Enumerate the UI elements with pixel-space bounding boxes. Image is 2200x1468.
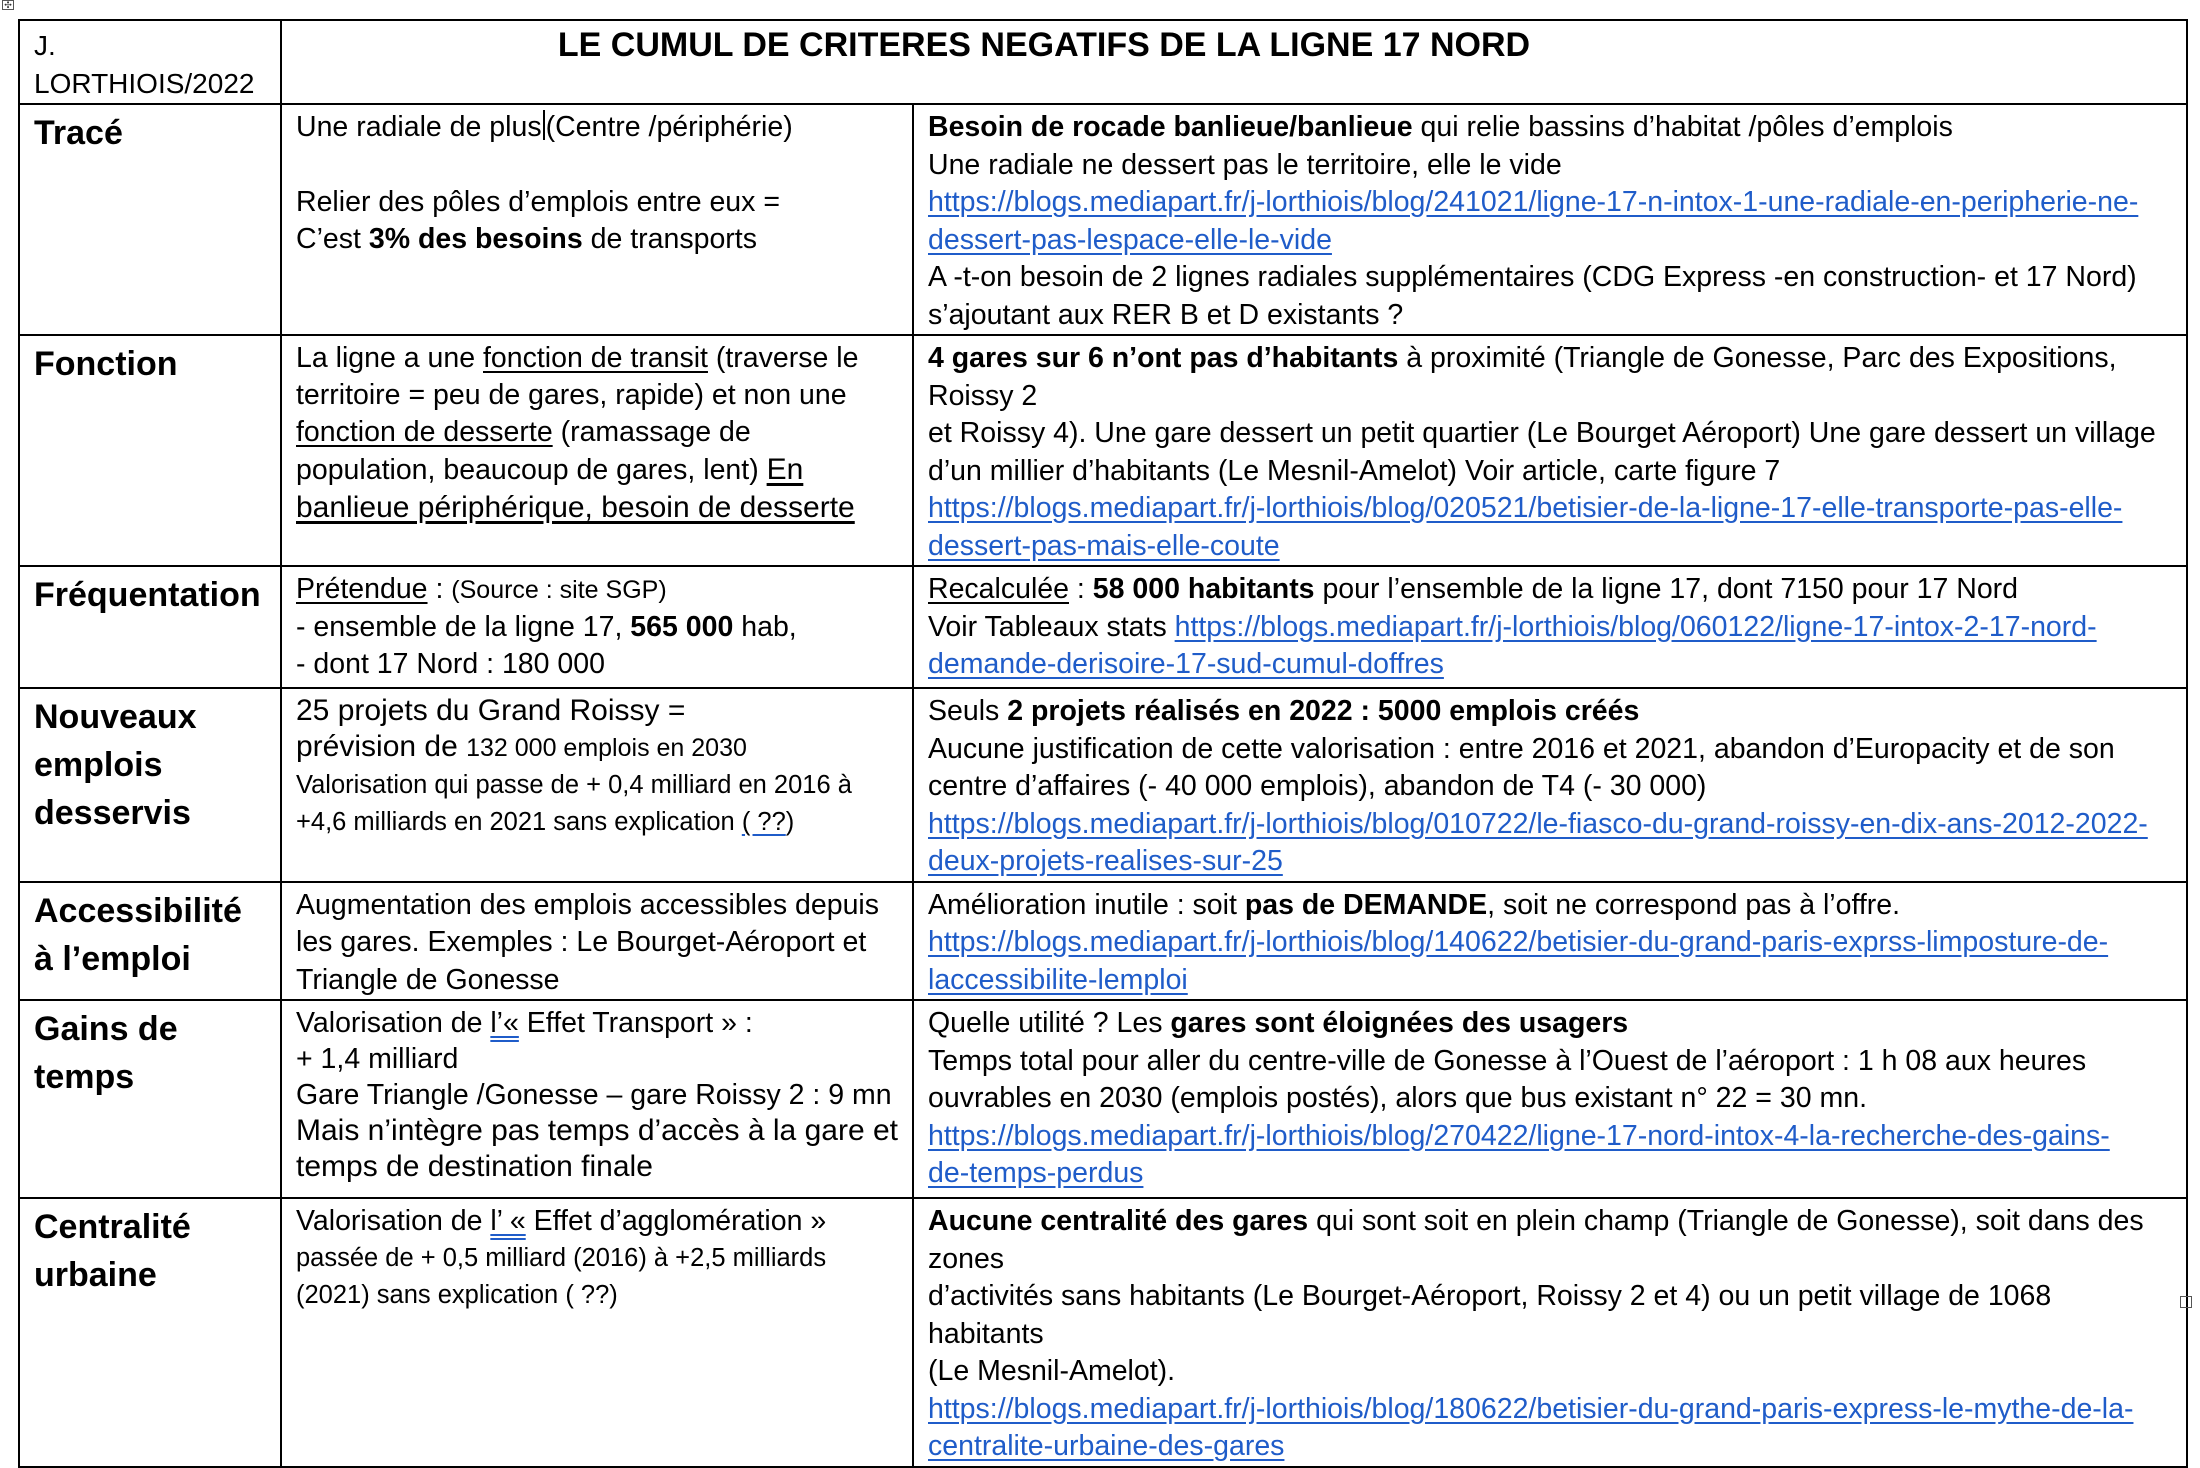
text: Valorisation de xyxy=(296,1205,491,1237)
article-link[interactable]: https://blogs.mediapart.fr/j-lorthiois/blog/241021/ligne-17-n-intox-1-une-radiale-en-peripherie-ne- xyxy=(928,186,2139,218)
text: (traverse le territoire = peu de gares, rapide) et non une xyxy=(296,342,859,411)
text: Mais n’intègre pas temps d’accès à la gare et xyxy=(296,1114,898,1147)
text: : xyxy=(1069,573,1093,605)
right-cell xyxy=(913,1000,2187,1198)
mid-cell xyxy=(281,1000,913,1198)
text: s’ajoutant aux RER B et D existants ? xyxy=(928,298,1404,331)
text: passée de + 0,5 milliard (2016) à +2,5 milliards xyxy=(296,1244,827,1272)
mid-cell xyxy=(281,1198,913,1467)
bold-text: 3% des besoins xyxy=(368,223,583,255)
text: - dont 17 Nord : 180 000 xyxy=(296,648,605,680)
text: Amélioration inutile : soit xyxy=(928,888,1245,921)
article-link[interactable]: https://blogs.mediapart.fr/j-lorthiois/blog/060122/ligne-17-intox-2-17-nord- xyxy=(1174,610,2097,643)
text: Temps total pour aller du centre-ville de Gonesse à l’Ouest de l’aéroport : 1 h 08 aux heures xyxy=(928,1044,2087,1077)
right-cell xyxy=(913,1198,2187,1467)
text: Augmentation des emplois accessibles depuis xyxy=(296,888,879,921)
right-cell xyxy=(913,104,2187,335)
text: qui sont soit en plein champ (Triangle de Gonesse), soit dans des zones xyxy=(928,1205,2144,1275)
table-row xyxy=(19,688,2187,882)
text: Valorisation qui passe de + 0,4 milliard en 2016 à xyxy=(296,771,852,799)
table-row xyxy=(19,1000,2187,1198)
mid-cell xyxy=(281,566,913,688)
text: C’est xyxy=(296,223,369,255)
title-cell xyxy=(281,20,2187,104)
row-label: Centralité urbaine xyxy=(19,1198,281,1467)
right-cell xyxy=(913,688,2187,882)
underlined-text: ( ?? xyxy=(741,808,786,836)
text: + 1,4 milliard xyxy=(296,1043,459,1075)
article-link[interactable]: demande-derisoire-17-sud-cumul-doffres xyxy=(928,648,1444,680)
text: - ensemble de la ligne 17, xyxy=(296,611,631,643)
text: prévision de xyxy=(296,730,467,763)
bold-text: Besoin de rocade banlieue/banlieue xyxy=(928,111,1413,143)
text: 132 000 emplois en 2030 xyxy=(466,734,747,762)
row-label: Fréquentation xyxy=(19,566,281,688)
row-label: Accessibilité à l’emploi xyxy=(19,882,281,1001)
text: (Centre /périphérie) xyxy=(545,111,793,143)
text: Effet d’agglomération » xyxy=(525,1205,827,1237)
text: +4,6 milliards en 2021 sans explication xyxy=(296,808,742,836)
underlined-text: fonction de transit xyxy=(483,342,708,374)
row-label: Tracé xyxy=(19,104,281,335)
right-cell xyxy=(913,882,2187,1001)
bold-text: Aucune centralité des gares xyxy=(928,1205,1309,1237)
bold-text: 58 000 habitants xyxy=(1092,573,1315,605)
table-row xyxy=(19,335,2187,566)
text: d’un millier d’habitants (Le Mesnil-Amelot) Voir article, carte figure 7 xyxy=(928,454,1781,487)
text: Une radiale de plus xyxy=(296,111,542,143)
document-title: LE CUMUL DE CRITERES NEGATIFS DE LA LIGNE 17 NORD xyxy=(557,26,1531,64)
text: temps de destination finale xyxy=(296,1150,653,1183)
text: Seuls xyxy=(928,695,1008,727)
header-row xyxy=(19,20,2187,104)
article-link[interactable]: centralite-urbaine-des-gares xyxy=(928,1430,1285,1462)
mid-cell xyxy=(281,882,913,1001)
text: hab, xyxy=(733,611,797,643)
row-label: Fonction xyxy=(19,335,281,566)
row-label: Nouveaux emplois desservis xyxy=(19,688,281,882)
bold-text: gares sont éloignées des usagers xyxy=(1170,1007,1629,1039)
text: pour l’ensemble de la ligne 17, dont 7150 pour 17 Nord xyxy=(1314,573,2019,605)
text: La ligne a une xyxy=(296,342,483,374)
text: Une radiale ne dessert pas le territoire, elle le vide xyxy=(928,148,1562,181)
bold-text: pas de DEMANDE xyxy=(1244,888,1488,921)
text: Aucune justification de cette valorisation : entre 2016 et 2021, abandon d’Europacity et de son xyxy=(928,732,2115,765)
text: (ramassage de population, beaucoup de gares, lent) xyxy=(296,416,767,486)
underlined-text: fonction de desserte xyxy=(296,416,553,448)
text: centre d’affaires (- 40 000 emplois), abandon de T4 (- 30 000) xyxy=(928,770,1707,802)
mid-cell xyxy=(281,335,913,566)
bold-text: 2 projets réalisés en 2022 : 5000 emplois créés xyxy=(1007,695,1640,727)
underlined-text: Recalculée xyxy=(928,573,1069,605)
article-link[interactable]: laccessibilite-lemploi xyxy=(928,963,1188,996)
table-move-handle-icon[interactable]: ✣ xyxy=(2,0,14,10)
table-row xyxy=(19,566,2187,688)
table-row xyxy=(19,1198,2187,1467)
text: d’activités sans habitants (Le Bourget-Aéroport, Roissy 2 et 4) ou un petit village de 1068 habitants xyxy=(928,1280,2052,1350)
author-label: J. LORTHIOIS/2022 xyxy=(34,30,255,99)
text: (Le Mesnil-Amelot). xyxy=(928,1355,1176,1387)
table-row xyxy=(19,104,2187,335)
underlined-text: Prétendue xyxy=(296,573,428,605)
article-link[interactable]: https://blogs.mediapart.fr/j-lorthiois/blog/010722/le-fiasco-du-grand-roissy-en-dix-ans-2012-2022- xyxy=(928,807,2148,840)
text: Triangle de Gonesse xyxy=(296,963,560,996)
table-row xyxy=(19,882,2187,1001)
text: et Roissy 4). Une gare dessert un petit quartier (Le Bourget Aéroport) Une gare dessert un village xyxy=(928,417,2156,449)
article-link[interactable]: dessert-pas-mais-elle-coute xyxy=(928,529,1280,562)
mid-cell xyxy=(281,104,913,335)
text: (2021) sans explication ( ??) xyxy=(296,1281,618,1309)
article-link[interactable]: https://blogs.mediapart.fr/j-lorthiois/blog/020521/betisier-de-la-ligne-17-elle-transporte-pas-elle- xyxy=(928,492,2123,524)
text-cursor xyxy=(543,110,545,140)
text: , soit ne correspond pas à l’offre. xyxy=(1487,888,1901,921)
right-cell xyxy=(913,566,2187,688)
text: 25 projets du Grand Roissy = xyxy=(296,694,686,727)
author-cell xyxy=(19,20,281,104)
text: : xyxy=(427,573,452,605)
article-link[interactable]: https://blogs.mediapart.fr/j-lorthiois/blog/180622/betisier-du-grand-paris-express-le-mythe-de-la- xyxy=(928,1392,2134,1425)
text: Valorisation de xyxy=(296,1007,491,1039)
article-link[interactable]: https://blogs.mediapart.fr/j-lorthiois/blog/270422/ligne-17-nord-intox-4-la-recherche-des-gains- xyxy=(928,1119,2110,1152)
bold-text: 4 gares sur 6 n’ont pas d’habitants xyxy=(928,342,1399,374)
article-link[interactable]: dessert-pas-lespace-elle-le-vide xyxy=(928,223,1332,256)
underlined-text: l’« xyxy=(490,1007,519,1039)
text: ouvrables en 2030 (emplois postés), alors que bus existant n° 22 = 30 mn. xyxy=(928,1082,1867,1114)
text: ) xyxy=(785,808,795,836)
text: les gares. Exemples : Le Bourget-Aéroport et xyxy=(296,926,867,958)
table-resize-handle-icon[interactable] xyxy=(2180,1296,2192,1308)
text: A -t-on besoin de 2 lignes radiales supplémentaires (CDG Express -en construction- et 17 Nord) xyxy=(928,261,2137,293)
text: (Source : site SGP) xyxy=(451,576,667,604)
text: Relier des pôles d’emplois entre eux = xyxy=(296,185,780,218)
article-link[interactable]: https://blogs.mediapart.fr/j-lorthiois/blog/140622/betisier-du-grand-paris-exprss-limposture-de- xyxy=(928,926,2109,958)
text: de transports xyxy=(582,223,757,255)
article-link[interactable]: de-temps-perdus xyxy=(928,1157,1144,1189)
row-label: Gains de temps xyxy=(19,1000,281,1198)
bold-text: 565 000 xyxy=(630,611,734,643)
article-link[interactable]: deux-projets-realises-sur-25 xyxy=(928,845,1283,877)
mid-cell xyxy=(281,688,913,882)
text: Effet Transport » : xyxy=(518,1007,753,1039)
spacer xyxy=(296,147,898,184)
text: à proximité (Triangle de Gonesse, Parc des Expositions, Roissy 2 xyxy=(928,342,2117,412)
underlined-text: l’ « xyxy=(490,1205,526,1237)
text: Gare Triangle /Gonesse – gare Roissy 2 : 9 mn xyxy=(296,1079,892,1111)
text: Quelle utilité ? Les xyxy=(928,1007,1171,1039)
underlined-text: En banlieue périphérique, besoin de desserte xyxy=(296,453,855,524)
right-cell xyxy=(913,335,2187,566)
criteria-table xyxy=(18,19,2188,1468)
text: Voir Tableaux stats xyxy=(928,610,1175,643)
text: qui relie bassins d’habitat /pôles d’emplois xyxy=(1412,111,1953,143)
